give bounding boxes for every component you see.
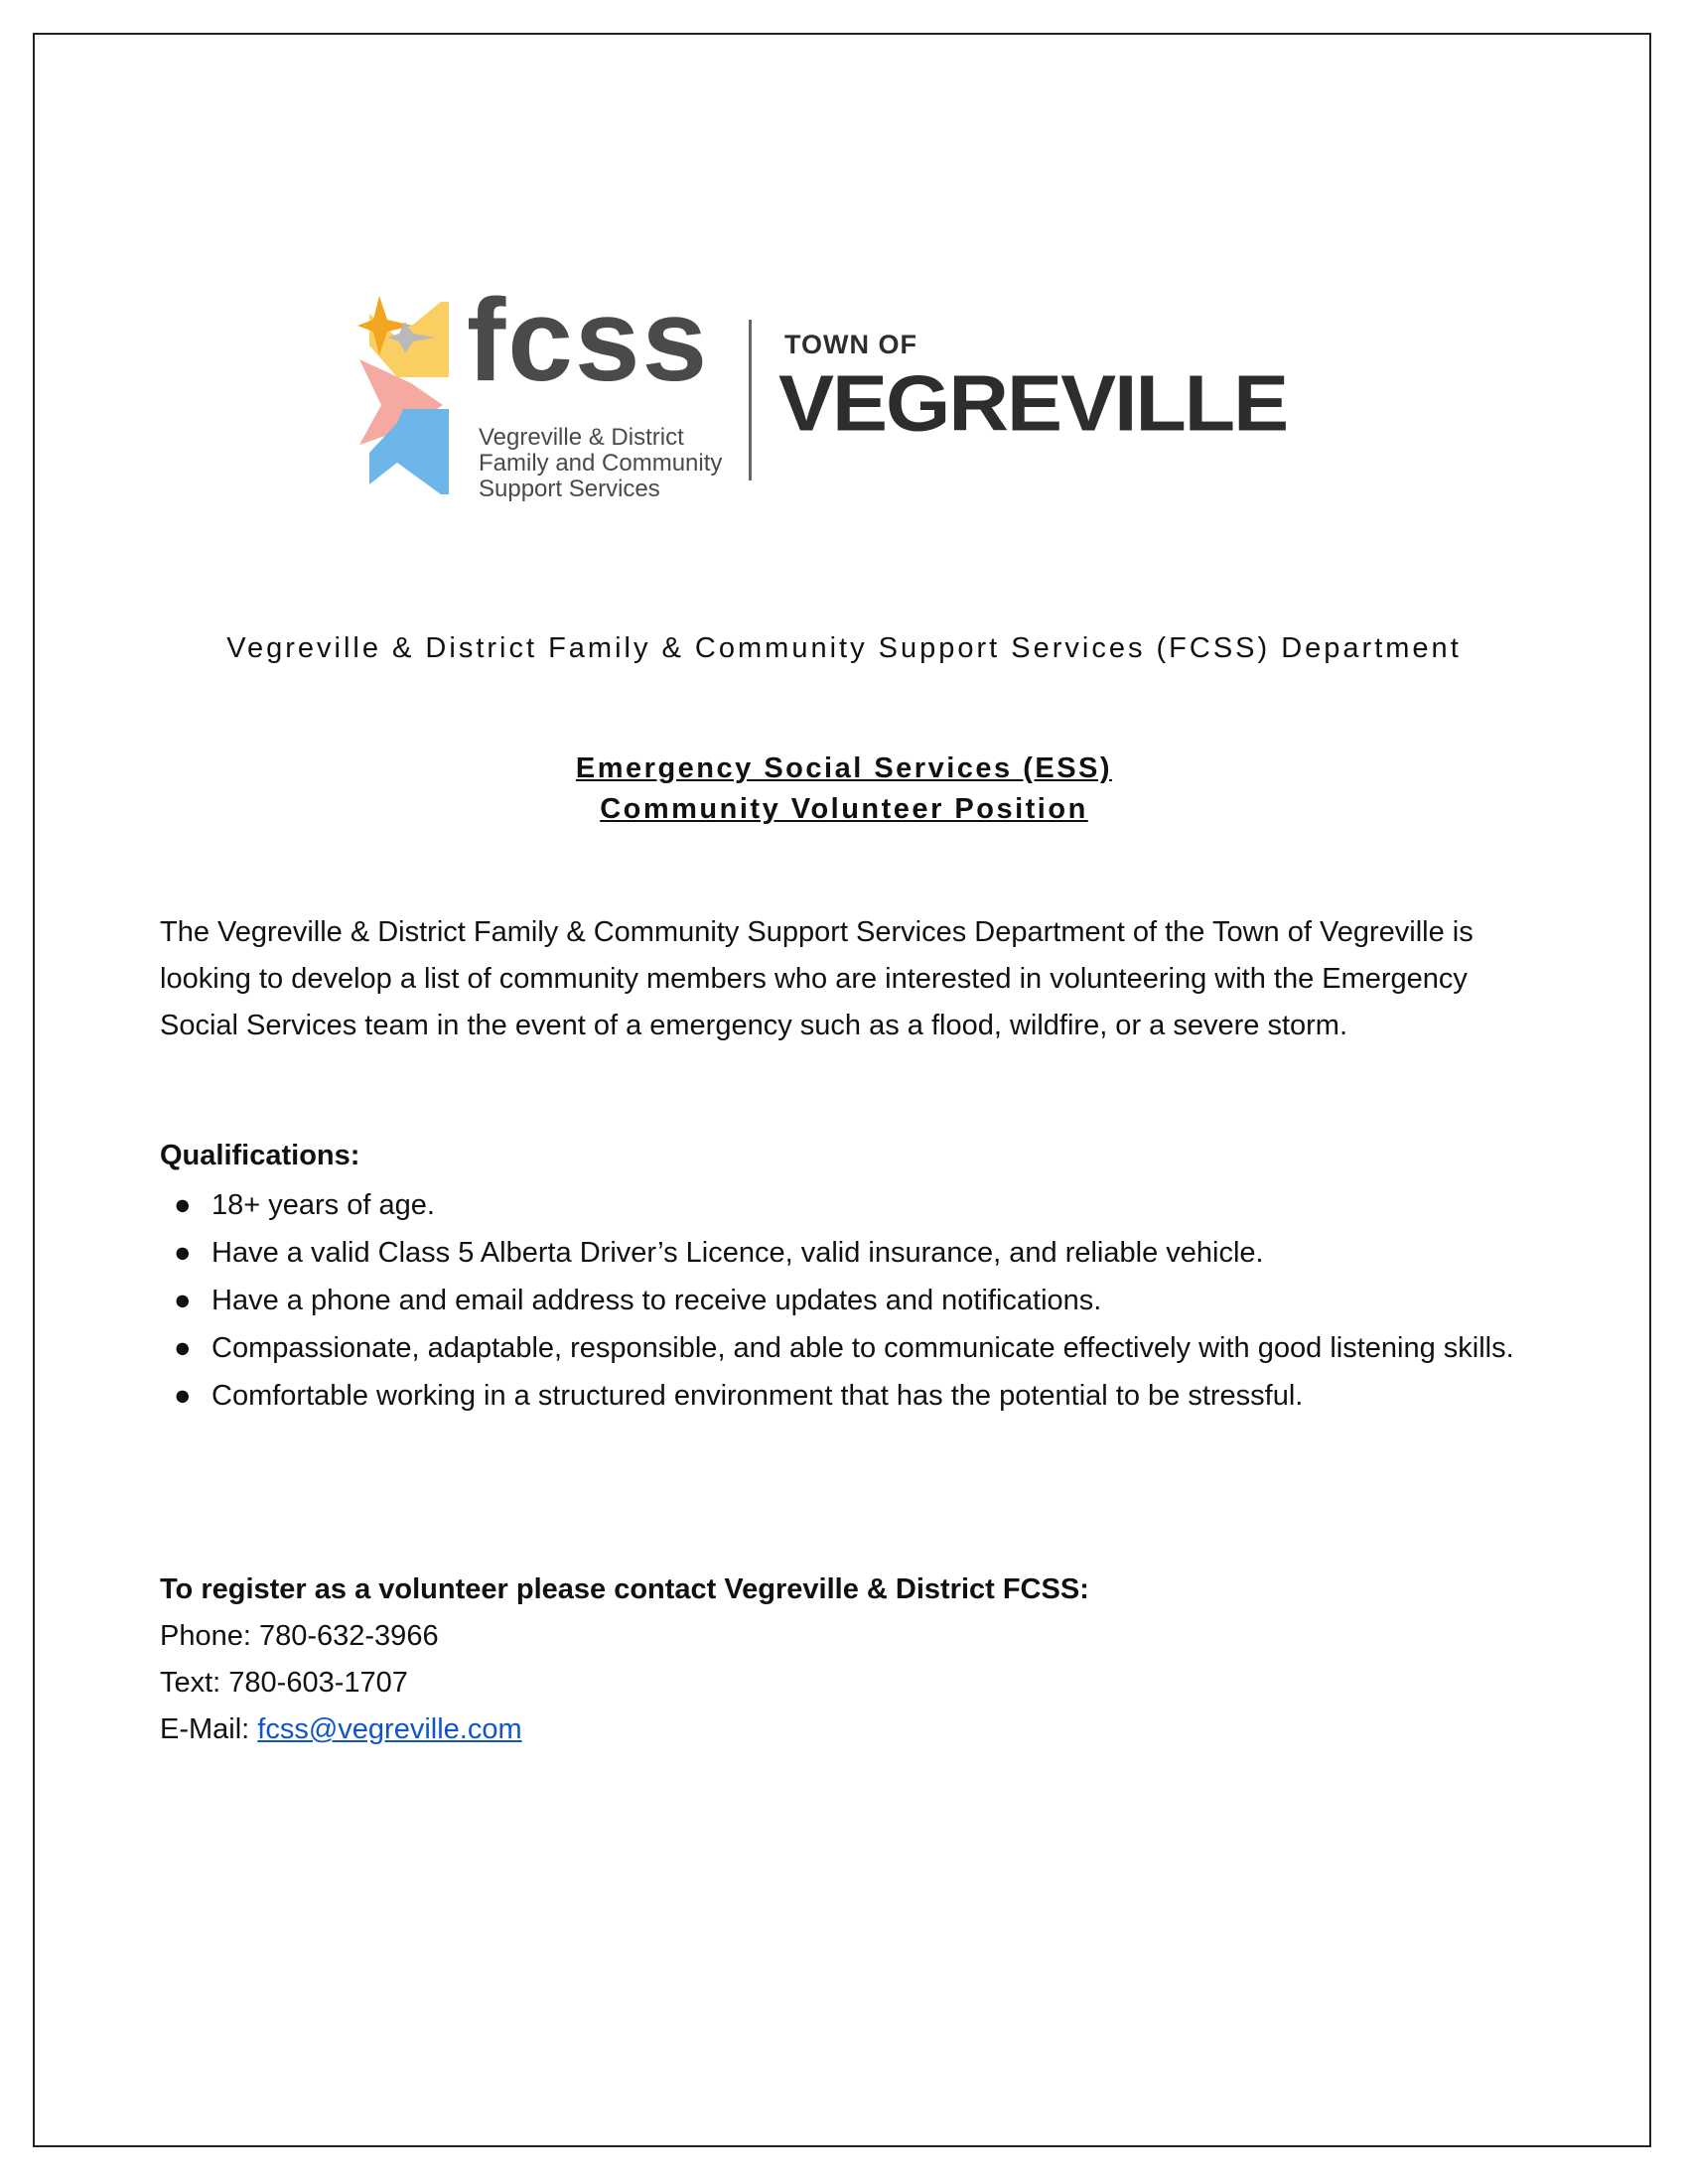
list-item: [160, 1325, 1550, 1372]
contact-text: Text: 780-603-1707: [160, 1667, 408, 1699]
town-of-label: TOWN OF: [784, 330, 917, 359]
star-icon: [357, 296, 437, 365]
email-link[interactable]: fcss@vegreville.com: [257, 1713, 522, 1745]
list-item: [160, 1230, 1550, 1277]
qualifications-list: [160, 1182, 1550, 1421]
bullet-icon: ●: [174, 1380, 192, 1412]
bullet-icon: ●: [174, 1332, 192, 1364]
email-label: E-Mail:: [160, 1713, 258, 1745]
contact-phone: Phone: 780-632-3966: [160, 1620, 439, 1652]
intro-paragraph: The Vegreville & District Family & Community Support Services Department of the Town of Vegreville is looking to develop a list of community members who are interested in volunteering with the Emergency Social Services team in the event of a emergency such as a flood, wildfire, or a severe storm.: [160, 916, 1474, 1041]
list-item: [160, 1182, 1550, 1229]
bullet-icon: ●: [174, 1237, 192, 1269]
list-item-text: 18+ years of age.: [211, 1189, 435, 1221]
logo-divider: [749, 320, 752, 480]
bullet-icon: ●: [174, 1285, 192, 1316]
qualifications-heading: Qualifications:: [160, 1140, 360, 1171]
vegreville-wordmark: VEGREVILLE: [778, 358, 1288, 448]
fcss-subtitle-line: Family and Community: [479, 450, 723, 477]
contact-email-line: [160, 1706, 1089, 1753]
fcss-subtitle-line: Support Services: [479, 476, 660, 502]
title-line-1: Emergency Social Services (ESS): [575, 752, 1113, 784]
fcss-wordmark: fcss: [467, 275, 710, 406]
fcss-subtitle: [479, 425, 776, 502]
title-line-2: Community Volunteer Position: [600, 793, 1088, 825]
list-item: [160, 1373, 1550, 1420]
bullet-icon: ●: [174, 1189, 192, 1221]
contact-heading: To register as a volunteer please contact Vegreville & District FCSS:: [160, 1573, 1089, 1605]
list-item-text: Compassionate, adaptable, responsible, and able to communicate effectively with good listening skills.: [211, 1332, 1514, 1364]
list-item: [160, 1278, 1550, 1324]
list-item-text: Comfortable working in a structured environment that has the potential to be stressful.: [211, 1380, 1304, 1412]
fcss-subtitle-line: Vegreville & District: [479, 424, 684, 451]
logo: [357, 275, 1331, 504]
contact-block: [160, 1567, 1089, 1753]
list-item-text: Have a valid Class 5 Alberta Driver’s Licence, valid insurance, and reliable vehicle.: [211, 1237, 1264, 1269]
department-line: Vegreville & District Family & Community Support Services (FCSS) Department: [226, 632, 1462, 664]
list-item-text: Have a phone and email address to receive updates and notifications.: [211, 1285, 1102, 1316]
